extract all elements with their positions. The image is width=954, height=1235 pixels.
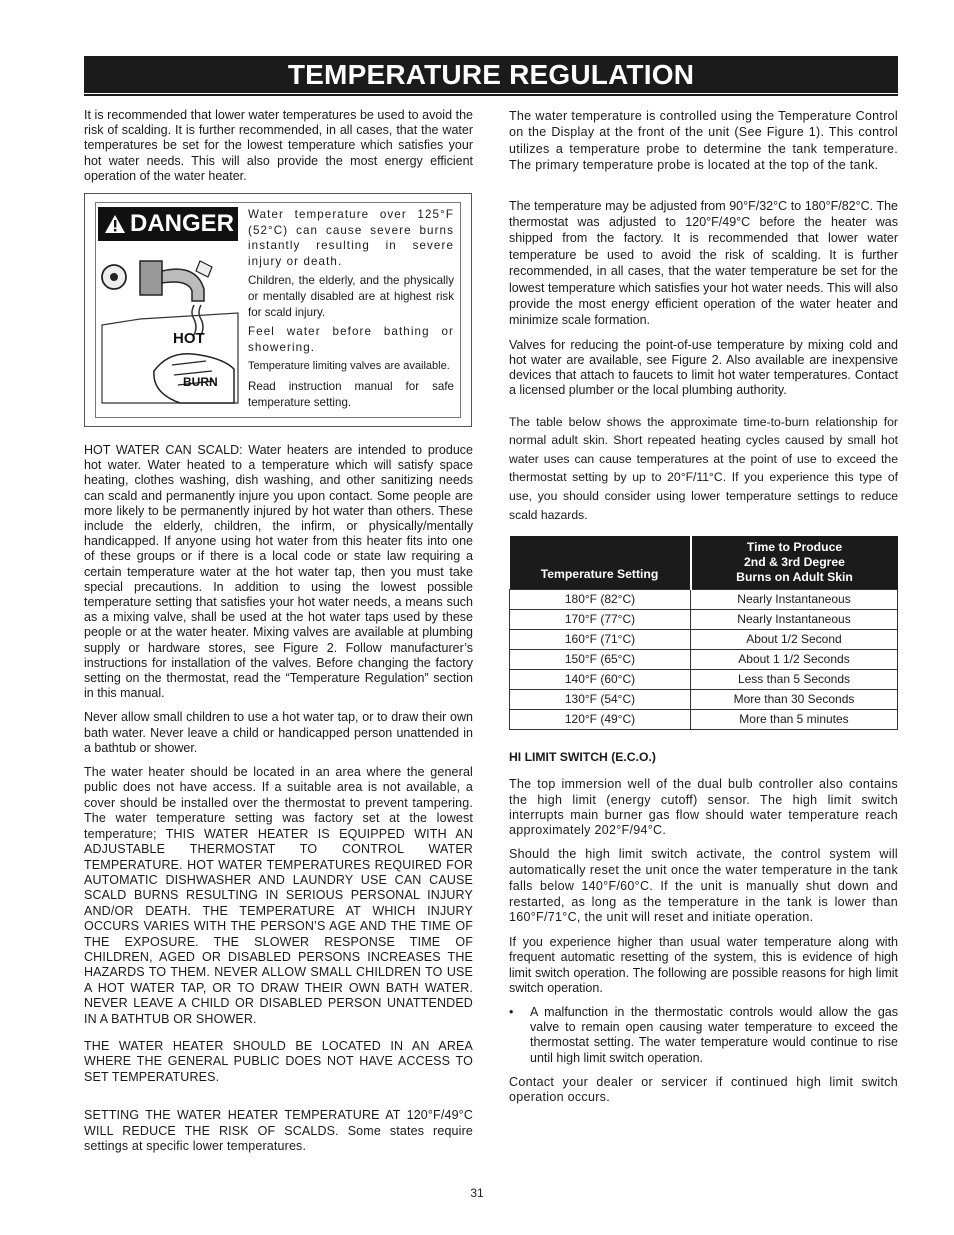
row-time: Nearly Instantaneous bbox=[691, 610, 898, 630]
title-rule bbox=[84, 94, 898, 96]
row-time: More than 5 minutes bbox=[691, 710, 898, 730]
children-paragraph: Never allow small children to use a hot water tap, or to draw their own bath water. Never leave a child or handicapped person unattended in a bathtub or shower. bbox=[84, 710, 473, 755]
row-setting: 120°F (49°C) bbox=[510, 710, 691, 730]
row-setting: 170°F (77°C) bbox=[510, 610, 691, 630]
page-number: 31 bbox=[470, 1186, 484, 1200]
hot-water-faucet-burn-icon bbox=[100, 253, 240, 413]
danger-text bbox=[248, 207, 454, 414]
danger-warning-1: Water temperature over 125°F (52°C) can cause severe burns instantly resulting in severe injury or death. bbox=[248, 208, 454, 268]
header-time-line-2: 2nd & 3rd Degree bbox=[744, 555, 845, 570]
table-row bbox=[510, 630, 898, 650]
hi-limit-paragraph-3: If you experience higher than usual water temperature along with frequent automatic resetting of the system, this is evidence of high limit switch operation. The following are possible reasons for high limit switch operation. bbox=[509, 935, 898, 995]
row-setting: 150°F (65°C) bbox=[510, 650, 691, 670]
danger-warning-5: Read instruction manual for safe temperature setting. bbox=[248, 379, 454, 409]
row-setting: 160°F (71°C) bbox=[510, 630, 691, 650]
burn-label: BURN bbox=[183, 375, 218, 390]
scald-paragraph: HOT WATER CAN SCALD: Water heaters are intended to produce hot water. Water heated to a temperature which will satisfy space heating, clothes washing, dish washing, and other sanitizing needs can scald and permanently injure you upon contact. Some people are more likely to be permanently injured by hot water than others. These include the elderly, children, the infirm, or physically/mentally handicapped. If anyone using hot water from this heater fits into one of these groups or if there is a local code or state law requiring a certain temperature water at the hot water tap, then you must take special precautions. In addition to using the lowest possible temperature setting that satisfies your hot water needs, a means such as a mixing valve, shall be used at the hot water taps used by these people or at the water heater. Mixing valves are available at plumbing supply or hardware stores, see Figure 2. Follow manufacturer’s instructions for installation of the valves. Before changing the factory setting on the thermostat, read the “Temperature Regulation” section in this manual. bbox=[84, 443, 473, 701]
adjust-paragraph: The temperature may be adjusted from 90°F/32°C to 180°F/82°C. The thermostat was adjusted to 120°F/49°C before the heater was shipped from the factory. It is recommended that lower water temperature be used to avoid the risk of scalding. It is further recommended, in all cases, that the water temperature be set for the lowest temperature which satisfies your hot water needs. This will also provide the most energy efficient operation of the water heater and minimize scale formation. bbox=[509, 198, 898, 328]
row-setting: 180°F (82°C) bbox=[510, 590, 691, 610]
danger-label-inner bbox=[95, 202, 461, 418]
header-time-line-3: Burns on Adult Skin bbox=[736, 570, 853, 585]
list-item: • A malfunction in the thermostatic controls would allow the gas valve to remain open causing water temperature to exceed the thermostat setting. The water temperature would continue to rise until high limit switch operation. bbox=[509, 1005, 898, 1066]
table-row bbox=[510, 650, 898, 670]
left-column bbox=[84, 108, 473, 1163]
row-time: Nearly Instantaneous bbox=[691, 590, 898, 610]
location-paragraph: The water heater should be located in an area where the general public does not have access. If a suitable area is not available, a cover should be installed over the thermostat to prevent tampering. The water temperature setting was factory set at the lowest temperature; THIS WATER HEATER IS EQUIPPED WITH AN ADJUSTABLE THERMOSTAT TO CONTROL WATER TEMPERATURE. HOT WATER TEMPERATURES REQUIRED FOR AUTOMATIC DISHWASHER AND LAUNDRY USE CAN CAUSE SCALD BURNS RESULTING IN SERIOUS PERSONAL INJURY AND/OR DEATH. THE TEMPERATURE AT WHICH INJURY OCCURS VARIES WITH THE PERSON’S AGE AND THE TIME OF THE EXPOSURE. THE SLOWER RESPONSE TIME OF CHILDREN, AGED OR DISABLED PERSONS INCREASES THE HAZARDS TO THEM. NEVER ALLOW SMALL CHILDREN TO USE A HOT WATER TAP, OR TO DRAW THEIR OWN BATH WATER. NEVER LEAVE A CHILD OR DISABLED PERSON UNATTENDED IN A BATHTUB OR SHOWER. bbox=[84, 765, 473, 1026]
table-row bbox=[510, 670, 898, 690]
valves-paragraph: Valves for reducing the point-of-use temperature by mixing cold and hot water are available, see Figure 2. Also available are inexpensive devices that attach to faucets to limit hot water temperatures. Contact a licensed plumber or the local plumbing authority. bbox=[509, 337, 898, 398]
table-row bbox=[510, 590, 898, 610]
hi-limit-reasons-list bbox=[509, 1005, 898, 1066]
row-time: Less than 5 Seconds bbox=[691, 670, 898, 690]
header-time-line-1: Time to Produce bbox=[746, 540, 843, 555]
row-time: About 1 1/2 Seconds bbox=[691, 650, 898, 670]
table-row bbox=[510, 610, 898, 630]
row-setting: 130°F (54°C) bbox=[510, 690, 691, 710]
control-paragraph: The water temperature is controlled using the Temperature Control on the Display at the front of the unit (See Figure 1). This control utilizes a temperature probe to determine the tank temperature. The primary temperature probe is located at the top of the tank. bbox=[509, 109, 898, 173]
intro-paragraph: It is recommended that lower water temperatures be used to avoid the risk of scalding. It is further recommended, in all cases, that the water temperatures be set for the lowest temperature which satisfies your hot water needs. This will also provide the most energy efficient operation of the water heater. bbox=[84, 108, 473, 183]
table-header-row bbox=[510, 536, 898, 590]
hi-limit-heading: HI LIMIT SWITCH (E.C.O.) bbox=[509, 750, 656, 765]
row-time: More than 30 Seconds bbox=[691, 690, 898, 710]
public-access-paragraph: THE WATER HEATER SHOULD BE LOCATED IN AN AREA WHERE THE GENERAL PUBLIC DOES NOT HAVE ACCESS TO SET TEMPERATURES. bbox=[84, 1038, 473, 1084]
time-to-burn-paragraph: The table below shows the approximate time-to-burn relationship for normal adult skin. Short repeated heating cycles caused by small hot water uses can cause temperatures at the point of use to exceed the thermostat setting by up to 20°F/11°C. If you experience this type of use, you should consider using lower temperature settings to reduce scald hazards. bbox=[509, 414, 898, 522]
danger-badge-label: DANGER bbox=[130, 210, 235, 238]
warning-triangle-icon bbox=[104, 214, 126, 234]
table-row bbox=[510, 710, 898, 730]
time-to-burn-table bbox=[509, 536, 898, 730]
danger-warning-4: Temperature limiting valves are available. bbox=[248, 360, 450, 373]
danger-warning-2: Children, the elderly, and the physically or mentally disabled are at highest risk for scald injury. bbox=[248, 274, 454, 319]
table-row bbox=[510, 690, 898, 710]
page-title: TEMPERATURE REGULATION bbox=[84, 56, 898, 93]
header-temperature-setting: Temperature Setting bbox=[510, 536, 691, 590]
row-time: About 1/2 Second bbox=[691, 630, 898, 650]
danger-warning-3: Feel water before bathing or showering. bbox=[248, 325, 454, 354]
danger-badge bbox=[98, 207, 238, 241]
temperature-setting-paragraph: SETTING THE WATER HEATER TEMPERATURE AT 120°F/49°C WILL REDUCE THE RISK OF SCALDS. Some states require settings at specific lower temperatures. bbox=[84, 1108, 473, 1154]
contact-paragraph: Contact your dealer or servicer if continued high limit switch operation occurs. bbox=[509, 1074, 898, 1105]
header-time-to-produce bbox=[691, 536, 898, 590]
hi-limit-paragraph-2: Should the high limit switch activate, the control system will automatically reset the unit once the water temperature in the tank falls below 140°F/60°C. If the unit is manually shut down and restarted, as long as the temperature in the tank is lower than 160°F/71°C, the unit will reset and initiate operation. bbox=[509, 847, 898, 925]
row-setting: 140°F (60°C) bbox=[510, 670, 691, 690]
right-column bbox=[509, 108, 898, 1114]
danger-label-box bbox=[84, 193, 472, 427]
hot-label: HOT bbox=[173, 330, 205, 348]
hi-limit-paragraph-1: The top immersion well of the dual bulb controller also contains the high limit (energy cutoff) sensor. The high limit switch interrupts main burner gas flow should water temperature reach approximately 202°F/94°C. bbox=[509, 777, 898, 838]
